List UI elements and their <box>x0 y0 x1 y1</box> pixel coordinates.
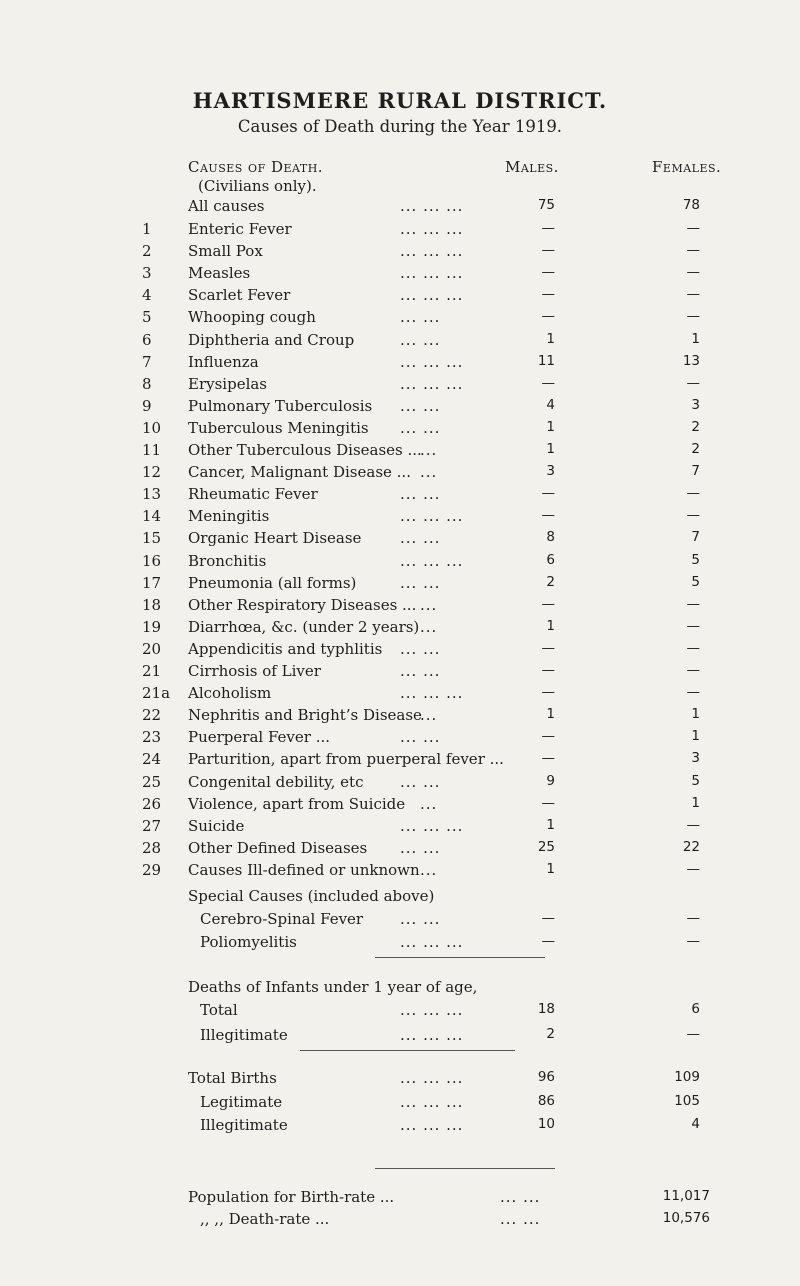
cause-number: 20 <box>142 639 162 658</box>
births-females: 109 <box>674 1069 700 1085</box>
cause-number: 3 <box>142 264 152 283</box>
cause-females: — <box>686 220 700 236</box>
cause-females: — <box>686 617 700 634</box>
cause-females: 3 <box>691 396 700 413</box>
infant-deaths-females: 6 <box>691 1001 700 1017</box>
all-causes-row <box>0 197 800 219</box>
dot-leader: ... ... ... <box>400 684 464 703</box>
cause-label: Influenza <box>188 352 259 371</box>
cause-number: 4 <box>142 286 152 305</box>
cause-females: 5 <box>691 551 700 568</box>
dot-leader: ... ... <box>400 772 441 791</box>
cause-females: 5 <box>691 573 700 590</box>
dot-leader: ... ... ... <box>400 933 464 951</box>
cause-males: 1 <box>546 706 555 723</box>
cause-row <box>0 441 800 463</box>
page-title: HARTISMERE RURAL DISTRICT. <box>192 88 608 113</box>
population-row <box>0 1188 800 1210</box>
cause-row <box>0 264 800 286</box>
cause-males: — <box>541 242 555 259</box>
cause-row <box>0 662 800 684</box>
cause-females: 1 <box>691 706 700 723</box>
cause-males: — <box>541 728 555 745</box>
dot-leader: ... ... <box>400 330 441 349</box>
special-cause-females: — <box>686 910 700 926</box>
cause-males: 11 <box>537 352 555 369</box>
births-row <box>0 1093 800 1115</box>
dot-leader: ... <box>420 860 438 879</box>
cause-males: 2 <box>546 573 555 590</box>
cause-females: — <box>686 308 700 325</box>
cause-males: — <box>541 485 555 502</box>
cause-row <box>0 839 800 861</box>
cause-number: 18 <box>142 595 162 614</box>
cause-females: 5 <box>691 772 700 789</box>
infant-deaths-males: 2 <box>546 1026 555 1042</box>
cause-females: 22 <box>682 838 700 855</box>
cause-label: Scarlet Fever <box>188 286 291 305</box>
cause-males: — <box>541 639 555 656</box>
cause-number: 6 <box>142 330 152 349</box>
cause-number: 22 <box>142 706 162 725</box>
cause-label: Appendicitis and typhlitis <box>188 639 383 658</box>
dot-leader: ... <box>420 617 438 636</box>
special-cause-label: Poliomyelitis <box>200 933 297 951</box>
cause-number: 24 <box>142 750 162 769</box>
cause-females: — <box>686 286 700 303</box>
all-causes-males: 75 <box>537 197 555 213</box>
dot-leader: ... ... ... <box>400 197 464 215</box>
cause-number: 23 <box>142 728 162 747</box>
dot-leader: ... <box>420 794 438 813</box>
cause-row <box>0 242 800 264</box>
dot-leader: ... ... ... <box>400 286 464 305</box>
cause-label: Other Respiratory Diseases ... <box>188 595 417 614</box>
cause-females: 13 <box>682 352 700 369</box>
cause-number: 19 <box>142 617 162 636</box>
cause-label: Bronchitis <box>188 551 267 570</box>
cause-males: 9 <box>546 772 555 789</box>
cause-row <box>0 574 800 596</box>
cause-number: 15 <box>142 529 162 548</box>
births-row <box>0 1116 800 1138</box>
cause-females: — <box>686 264 700 281</box>
header-males: Males. <box>505 158 559 176</box>
cause-females: 2 <box>691 441 700 457</box>
cause-label: Puerperal Fever ... <box>188 728 331 747</box>
cause-males: — <box>541 220 555 236</box>
cause-row <box>0 861 800 883</box>
dot-leader: ... <box>420 441 438 459</box>
infant-deaths-row <box>0 1026 800 1048</box>
cause-label: Cancer, Malignant Disease ... <box>188 463 411 482</box>
cause-label: Meningitis <box>188 507 270 526</box>
population-value: 11,017 <box>662 1188 710 1204</box>
cause-males: 4 <box>546 396 555 413</box>
dot-leader: ... ... <box>400 396 441 415</box>
divider <box>375 1168 555 1169</box>
dot-leader: ... ... ... <box>400 551 464 570</box>
cause-label: Erysipelas <box>188 374 268 393</box>
cause-number: 11 <box>142 441 162 459</box>
cause-row <box>0 375 800 397</box>
cause-number: 5 <box>142 308 152 327</box>
cause-number: 16 <box>142 551 162 570</box>
special-heading: Special Causes (included above) <box>188 887 435 905</box>
dot-leader: ... ... ... <box>400 1026 464 1044</box>
cause-row <box>0 507 800 529</box>
cause-number: 1 <box>142 220 152 238</box>
dot-leader: ... <box>420 706 438 725</box>
cause-females: — <box>686 860 700 877</box>
cause-females: — <box>686 816 700 833</box>
cause-males: — <box>541 750 555 767</box>
dot-leader: ... ... <box>400 728 441 747</box>
cause-row <box>0 728 800 750</box>
all-causes-label: All causes <box>188 197 265 215</box>
cause-row <box>0 795 800 817</box>
births-label: Total Births <box>188 1069 277 1087</box>
cause-row <box>0 220 800 242</box>
cause-label: Alcoholism <box>188 684 272 703</box>
births-males: 10 <box>537 1116 555 1132</box>
cause-label: Pulmonary Tuberculosis <box>188 396 373 415</box>
cause-row <box>0 397 800 419</box>
cause-females: — <box>686 374 700 391</box>
dot-leader: ... ... <box>400 910 441 928</box>
cause-males: — <box>541 286 555 303</box>
cause-males: 8 <box>546 529 555 546</box>
cause-females: — <box>686 662 700 678</box>
cause-number: 26 <box>142 794 162 813</box>
dot-leader: ... ... <box>400 529 441 548</box>
dot-leader: ... ... <box>400 418 441 437</box>
cause-females: 2 <box>691 418 700 435</box>
births-label: Illegitimate <box>200 1116 288 1134</box>
cause-females: 7 <box>691 529 700 546</box>
cause-label: Other Defined Diseases <box>188 838 368 857</box>
dot-leader: ... ... <box>400 662 441 680</box>
cause-row <box>0 618 800 640</box>
cause-label: Pneumonia (all forms) <box>188 573 357 592</box>
cause-row <box>0 640 800 662</box>
cause-number: 13 <box>142 485 162 504</box>
births-label: Legitimate <box>200 1092 283 1111</box>
cause-row <box>0 596 800 618</box>
cause-females: 1 <box>691 728 700 745</box>
special-cause-row <box>0 933 800 955</box>
page-subtitle: Causes of Death during the Year 1919. <box>237 117 563 136</box>
cause-label: Parturition, apart from puerperal fever ... <box>188 750 504 769</box>
dot-leader: ... ... ... <box>400 220 464 238</box>
cause-label: Small Pox <box>188 242 263 261</box>
header-civilians: (Civilians only). <box>198 177 317 195</box>
cause-females: — <box>686 684 700 701</box>
cause-females: — <box>686 485 700 502</box>
cause-row <box>0 684 800 706</box>
cause-label: Tuberculous Meningitis <box>188 418 369 437</box>
cause-number: 28 <box>142 838 162 857</box>
cause-males: 1 <box>546 860 555 877</box>
cause-females: 1 <box>691 330 700 347</box>
cause-males: — <box>541 507 555 524</box>
dot-leader: ... ... <box>500 1210 541 1228</box>
cause-label: Rheumatic Fever <box>188 485 318 504</box>
cause-label: Nephritis and Bright’s Disease <box>188 706 422 725</box>
infant-deaths-label: Total <box>200 1001 238 1019</box>
cause-females: 7 <box>691 463 700 480</box>
cause-number: 2 <box>142 242 152 261</box>
cause-row <box>0 817 800 839</box>
cause-males: — <box>541 595 555 612</box>
infant-deaths-label: Illegitimate <box>200 1026 288 1044</box>
special-cause-males: — <box>541 910 555 926</box>
cause-row <box>0 485 800 507</box>
cause-males: — <box>541 794 555 811</box>
cause-males: 1 <box>546 418 555 435</box>
special-cause-females: — <box>686 933 700 949</box>
cause-row <box>0 750 800 772</box>
header-females: Females. <box>652 158 722 176</box>
dot-leader: ... ... ... <box>400 352 464 371</box>
births-females: 105 <box>674 1092 700 1109</box>
cause-label: Cirrhosis of Liver <box>188 662 321 680</box>
births-males: 96 <box>537 1069 555 1085</box>
dot-leader: ... ... ... <box>400 1116 464 1134</box>
cause-males: 25 <box>537 838 555 855</box>
cause-label: Congenital debility, etc <box>188 772 364 791</box>
cause-number: 12 <box>142 463 162 482</box>
dot-leader: ... ... <box>400 308 441 327</box>
dot-leader: ... ... ... <box>400 1092 464 1111</box>
cause-males: 1 <box>546 617 555 634</box>
dot-leader: ... ... <box>400 573 441 592</box>
dot-leader: ... ... ... <box>400 264 464 283</box>
dot-leader: ... ... <box>400 485 441 504</box>
cause-row <box>0 331 800 353</box>
cause-number: 9 <box>142 396 152 415</box>
cause-row <box>0 552 800 574</box>
dot-leader: ... ... ... <box>400 374 464 393</box>
cause-row <box>0 773 800 795</box>
cause-row <box>0 706 800 728</box>
dot-leader: ... ... ... <box>400 1001 464 1019</box>
cause-females: — <box>686 595 700 612</box>
population-value: 10,576 <box>662 1210 710 1226</box>
cause-label: Diarrhœa, &c. (under 2 years) <box>188 617 420 636</box>
cause-label: Enteric Fever <box>188 220 292 238</box>
cause-label: Violence, apart from Suicide <box>188 794 406 813</box>
divider <box>375 957 545 958</box>
cause-number: 27 <box>142 816 162 835</box>
dot-leader: ... <box>420 463 438 482</box>
cause-females: 1 <box>691 794 700 811</box>
cause-row <box>0 529 800 551</box>
cause-number: 14 <box>142 507 162 526</box>
cause-males: 1 <box>546 816 555 833</box>
cause-number: 8 <box>142 374 152 393</box>
cause-label: Measles <box>188 264 251 283</box>
dot-leader: ... ... <box>500 1188 541 1206</box>
cause-males: 6 <box>546 551 555 568</box>
infant-deaths-row <box>0 1001 800 1023</box>
cause-females: — <box>686 639 700 656</box>
cause-row <box>0 463 800 485</box>
cause-females: 3 <box>691 750 700 767</box>
cause-males: — <box>541 308 555 325</box>
cause-number: 7 <box>142 352 152 371</box>
divider <box>300 1050 515 1051</box>
cause-males: — <box>541 684 555 701</box>
special-cause-label: Cerebro-Spinal Fever <box>200 910 364 928</box>
population-row <box>0 1210 800 1232</box>
cause-label: Suicide <box>188 816 245 835</box>
special-cause-males: — <box>541 933 555 949</box>
dot-leader: ... ... <box>400 639 441 658</box>
cause-row <box>0 308 800 330</box>
cause-number: 25 <box>142 772 162 791</box>
cause-number: 21a <box>142 684 171 703</box>
population-label: ,, ,, Death-rate ... <box>200 1210 330 1228</box>
births-males: 86 <box>537 1092 555 1109</box>
cause-row <box>0 353 800 375</box>
dot-leader: ... ... ... <box>400 507 464 526</box>
special-cause-row <box>0 910 800 932</box>
cause-label: Other Tuberculous Diseases ... <box>188 441 422 459</box>
dot-leader: ... ... ... <box>400 816 464 835</box>
dot-leader: ... ... <box>400 838 441 857</box>
dot-leader: ... ... ... <box>400 1069 464 1087</box>
infants-heading: Deaths of Infants under 1 year of age, <box>188 978 478 996</box>
all-causes-females: 78 <box>682 197 700 213</box>
cause-label: Diphtheria and Croup <box>188 330 355 349</box>
cause-males: 3 <box>546 463 555 480</box>
births-row <box>0 1069 800 1091</box>
population-label: Population for Birth-rate ... <box>188 1188 395 1206</box>
header-causes: Causes of Death. <box>188 158 324 176</box>
cause-males: — <box>541 374 555 391</box>
cause-row <box>0 419 800 441</box>
cause-row <box>0 286 800 308</box>
cause-label: Whooping cough <box>188 308 316 327</box>
infant-deaths-males: 18 <box>537 1001 555 1017</box>
cause-males: 1 <box>546 441 555 457</box>
cause-label: Organic Heart Disease <box>188 529 362 548</box>
cause-females: — <box>686 242 700 259</box>
cause-label: Causes Ill-defined or unknown <box>188 860 420 879</box>
cause-number: 29 <box>142 860 162 879</box>
dot-leader: ... ... ... <box>400 242 464 261</box>
cause-females: — <box>686 507 700 524</box>
infant-deaths-females: — <box>686 1026 700 1042</box>
cause-number: 21 <box>142 662 162 680</box>
births-females: 4 <box>691 1116 700 1132</box>
cause-males: — <box>541 264 555 281</box>
cause-number: 10 <box>142 418 162 437</box>
cause-males: 1 <box>546 330 555 347</box>
dot-leader: ... <box>420 595 438 614</box>
cause-males: — <box>541 662 555 678</box>
cause-number: 17 <box>142 573 162 592</box>
